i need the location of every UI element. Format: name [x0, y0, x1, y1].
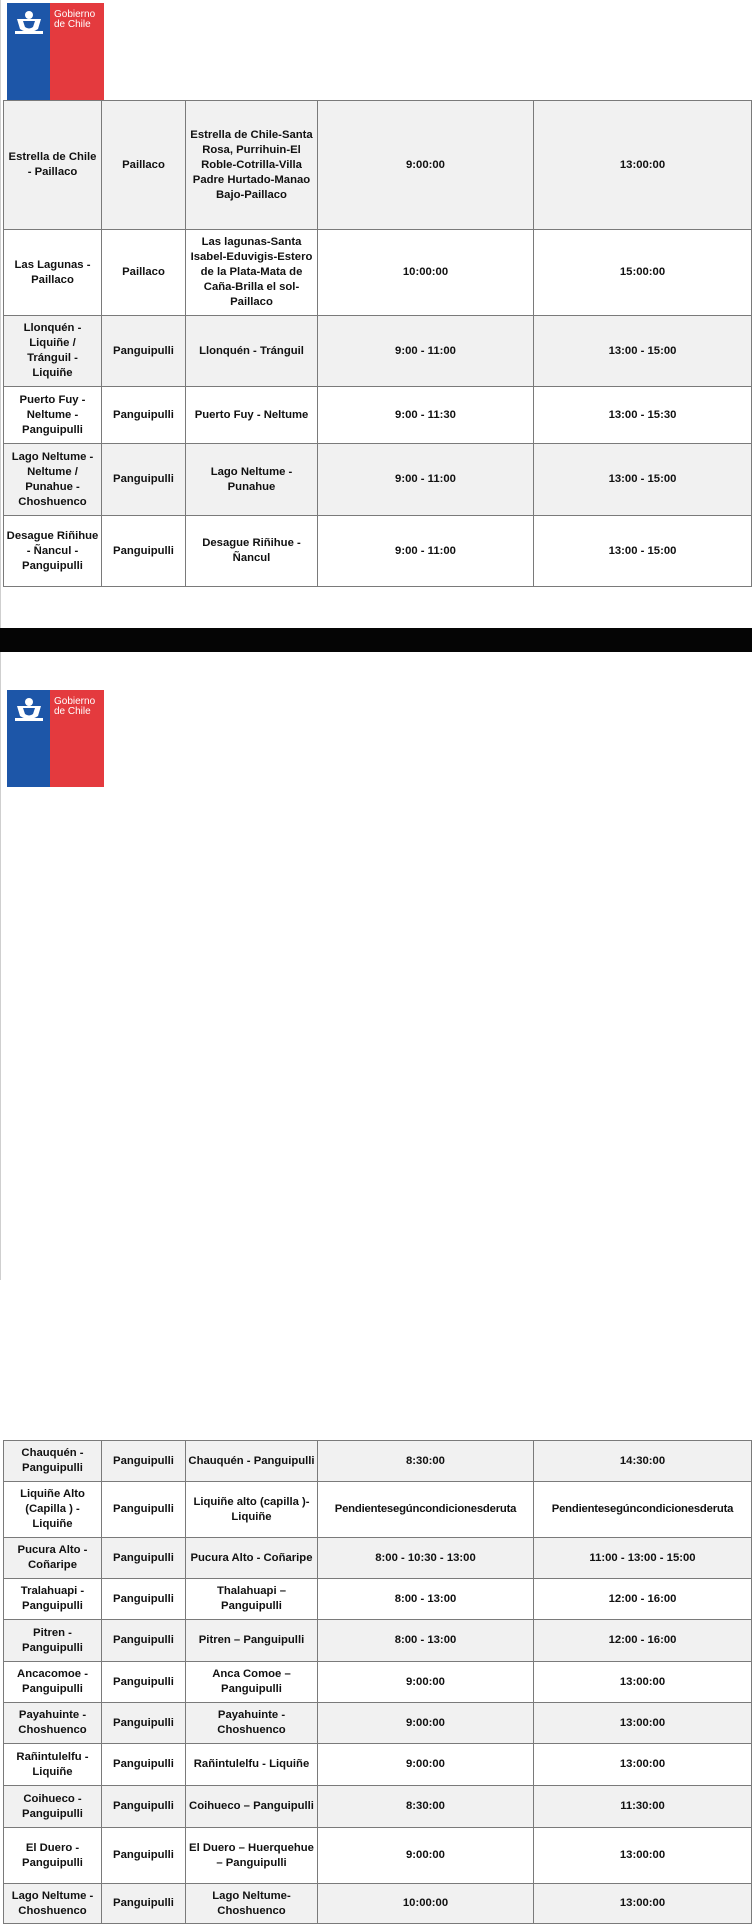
comuna-cell: Panguipulli: [102, 1538, 186, 1579]
regreso-cell: 13:00 - 15:00: [534, 444, 752, 516]
regreso-cell: 11:00 - 13:00 - 15:00: [534, 1538, 752, 1579]
schedule-table-2: [3, 1440, 752, 1924]
route-cell: Rañintulelfu - Liquiñe: [4, 1744, 102, 1786]
gobierno-de-chile-logo: [7, 690, 104, 787]
comuna-cell: Panguipulli: [102, 1744, 186, 1786]
regreso-cell: 12:00 - 16:00: [534, 1579, 752, 1620]
regreso-cell: 13:00 - 15:30: [534, 387, 752, 444]
table-row: [4, 1744, 752, 1786]
trayecto-cell: Rañintulelfu - Liquiñe: [186, 1744, 318, 1786]
ida-cell: 10:00:00: [318, 230, 534, 316]
table-row: [4, 1482, 752, 1538]
comuna-cell: Paillaco: [102, 101, 186, 230]
table-row: [4, 1828, 752, 1884]
trayecto-cell: Estrella de Chile-Santa Rosa, Purrihuin-El Roble-Cotrilla-Villa Padre Hurtado-Manao Bajo-Paillaco: [186, 101, 318, 230]
comuna-cell: Panguipulli: [102, 1662, 186, 1703]
page-edge: [0, 0, 1, 628]
regreso-cell: 13:00:00: [534, 1744, 752, 1786]
document-page-2: [0, 652, 752, 1917]
ida-cell: 9:00 - 11:00: [318, 444, 534, 516]
table-row: [4, 1786, 752, 1828]
regreso-cell: Pendientesegúncondicionesderuta: [534, 1482, 752, 1538]
ida-cell: 10:00:00: [318, 1884, 534, 1924]
trayecto-cell: Pitren – Panguipulli: [186, 1620, 318, 1662]
trayecto-cell: Lago Neltume - Punahue: [186, 444, 318, 516]
route-cell: Pucura Alto - Coñaripe: [4, 1538, 102, 1579]
trayecto-cell: Llonquén - Tránguil: [186, 316, 318, 387]
ida-cell: 9:00:00: [318, 1828, 534, 1884]
regreso-cell: 14:30:00: [534, 1441, 752, 1482]
route-cell: Desague Riñihue - Ñancul - Panguipulli: [4, 516, 102, 587]
ida-cell: 9:00:00: [318, 1703, 534, 1744]
route-cell: Ancacomoe - Panguipulli: [4, 1662, 102, 1703]
ida-cell: 8:30:00: [318, 1441, 534, 1482]
comuna-cell: Panguipulli: [102, 1579, 186, 1620]
route-cell: Estrella de Chile - Paillaco: [4, 101, 102, 230]
table-row: [4, 316, 752, 387]
comuna-cell: Panguipulli: [102, 387, 186, 444]
page-edge: [0, 652, 1, 1280]
route-cell: Coihueco - Panguipulli: [4, 1786, 102, 1828]
ida-cell: 8:30:00: [318, 1786, 534, 1828]
logo-text: Gobierno de Chile: [54, 9, 96, 30]
route-cell: Lago Neltume - Neltume / Punahue - Choshuenco: [4, 444, 102, 516]
document-page-1: [0, 0, 752, 628]
coat-of-arms-icon: [11, 694, 47, 724]
schedule-table-1: [3, 100, 752, 587]
gobierno-de-chile-logo: [7, 3, 104, 100]
trayecto-cell: Thalahuapi – Panguipulli: [186, 1579, 318, 1620]
ida-cell: 8:00 - 10:30 - 13:00: [318, 1538, 534, 1579]
coat-of-arms-icon: [11, 7, 47, 37]
comuna-cell: Panguipulli: [102, 516, 186, 587]
table-row: [4, 1884, 752, 1924]
ida-cell: 9:00 - 11:00: [318, 316, 534, 387]
trayecto-cell: Puerto Fuy - Neltume: [186, 387, 318, 444]
table-row: [4, 1703, 752, 1744]
ida-cell: 9:00:00: [318, 101, 534, 230]
table-row: [4, 1441, 752, 1482]
route-cell: Liquiñe Alto (Capilla ) - Liquiñe: [4, 1482, 102, 1538]
table-row: [4, 1538, 752, 1579]
ida-cell: 9:00 - 11:00: [318, 516, 534, 587]
comuna-cell: Panguipulli: [102, 1786, 186, 1828]
comuna-cell: Panguipulli: [102, 1884, 186, 1924]
table-row: [4, 1620, 752, 1662]
trayecto-cell: Pucura Alto - Coñaripe: [186, 1538, 318, 1579]
ida-cell: 9:00 - 11:30: [318, 387, 534, 444]
logo-text: Gobierno de Chile: [54, 696, 96, 717]
route-cell: El Duero - Panguipulli: [4, 1828, 102, 1884]
regreso-cell: 13:00:00: [534, 1703, 752, 1744]
trayecto-cell: Anca Comoe – Panguipulli: [186, 1662, 318, 1703]
table-row: [4, 387, 752, 444]
regreso-cell: 11:30:00: [534, 1786, 752, 1828]
trayecto-cell: Desague Riñihue - Ñancul: [186, 516, 318, 587]
route-cell: Las Lagunas - Paillaco: [4, 230, 102, 316]
comuna-cell: Panguipulli: [102, 316, 186, 387]
comuna-cell: Panguipulli: [102, 1441, 186, 1482]
route-cell: Payahuinte - Choshuenco: [4, 1703, 102, 1744]
table-row: [4, 444, 752, 516]
table-row: [4, 516, 752, 587]
trayecto-cell: Chauquén - Panguipulli: [186, 1441, 318, 1482]
table-row: [4, 101, 752, 230]
regreso-cell: 13:00:00: [534, 1884, 752, 1924]
table-row: [4, 230, 752, 316]
trayecto-cell: Coihueco – Panguipulli: [186, 1786, 318, 1828]
trayecto-cell: Liquiñe alto (capilla )-Liquiñe: [186, 1482, 318, 1538]
comuna-cell: Panguipulli: [102, 1620, 186, 1662]
comuna-cell: Panguipulli: [102, 1482, 186, 1538]
route-cell: Lago Neltume - Choshuenco: [4, 1884, 102, 1924]
route-cell: Tralahuapi - Panguipulli: [4, 1579, 102, 1620]
ida-cell: 8:00 - 13:00: [318, 1620, 534, 1662]
regreso-cell: 13:00 - 15:00: [534, 316, 752, 387]
table-row: [4, 1579, 752, 1620]
route-cell: Llonquén - Liquiñe / Tránguil - Liquiñe: [4, 316, 102, 387]
regreso-cell: 15:00:00: [534, 230, 752, 316]
route-cell: Chauquén - Panguipulli: [4, 1441, 102, 1482]
comuna-cell: Panguipulli: [102, 1828, 186, 1884]
trayecto-cell: Payahuinte - Choshuenco: [186, 1703, 318, 1744]
comuna-cell: Paillaco: [102, 230, 186, 316]
regreso-cell: 13:00:00: [534, 101, 752, 230]
trayecto-cell: Las lagunas-Santa Isabel-Eduvigis-Estero de la Plata-Mata de Caña-Brilla el sol-Paillaco: [186, 230, 318, 316]
regreso-cell: 13:00:00: [534, 1828, 752, 1884]
ida-cell: 9:00:00: [318, 1662, 534, 1703]
route-cell: Pitren - Panguipulli: [4, 1620, 102, 1662]
trayecto-cell: Lago Neltume- Choshuenco: [186, 1884, 318, 1924]
ida-cell: 8:00 - 13:00: [318, 1579, 534, 1620]
page-separator: [0, 628, 752, 652]
ida-cell: 9:00:00: [318, 1744, 534, 1786]
comuna-cell: Panguipulli: [102, 1703, 186, 1744]
regreso-cell: 12:00 - 16:00: [534, 1620, 752, 1662]
table-row: [4, 1662, 752, 1703]
regreso-cell: 13:00:00: [534, 1662, 752, 1703]
route-cell: Puerto Fuy - Neltume - Panguipulli: [4, 387, 102, 444]
trayecto-cell: El Duero – Huerquehue – Panguipulli: [186, 1828, 318, 1884]
regreso-cell: 13:00 - 15:00: [534, 516, 752, 587]
ida-cell: Pendientesegúncondicionesderuta: [318, 1482, 534, 1538]
comuna-cell: Panguipulli: [102, 444, 186, 516]
